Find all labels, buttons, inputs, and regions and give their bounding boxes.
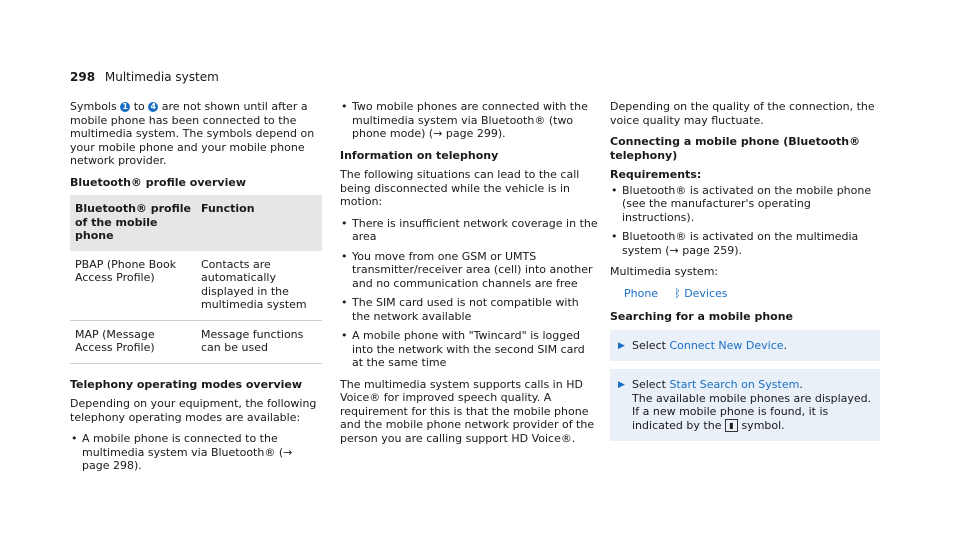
menu-phone[interactable]: Phone bbox=[624, 286, 659, 300]
section-title: Multimedia system bbox=[104, 70, 219, 84]
list-item: • Bluetooth® is activated on the multimedia system (→ page 259). bbox=[610, 230, 880, 257]
triangle-right-icon: ▶ bbox=[618, 340, 625, 351]
table-cell: Message functions can be used bbox=[196, 320, 322, 363]
column-3 bbox=[610, 100, 880, 441]
multimedia-system-label: Multimedia system: bbox=[610, 265, 719, 278]
symbol-1-icon: 1 bbox=[120, 102, 130, 112]
step-1: ▶ Select Connect New Device. bbox=[610, 330, 880, 362]
table-row bbox=[70, 251, 322, 321]
new-phone-icon: ▮ bbox=[725, 419, 738, 432]
list-item: • A mobile phone with "Twincard" is logged into the network with the second SIM card at the same time bbox=[340, 329, 598, 370]
disconnect-reasons-list bbox=[340, 217, 598, 370]
symbol-4-icon: 4 bbox=[148, 102, 158, 112]
profile-table bbox=[70, 195, 322, 364]
modes-list bbox=[70, 432, 322, 473]
telephony-modes-heading: Telephony operating modes overview bbox=[70, 377, 303, 391]
requirements-list bbox=[610, 184, 880, 258]
list-item: • You move from one GSM or UMTS transmitter/receiver area (cell) into another and no communication channels are free bbox=[340, 250, 598, 291]
bluetooth-icon: ᛒ bbox=[674, 286, 681, 300]
page-header bbox=[70, 70, 219, 84]
list-item: • A mobile phone is connected to the multimedia system via Bluetooth® (→ page 298). bbox=[70, 432, 322, 473]
start-search-link[interactable]: Start Search on System bbox=[669, 378, 800, 391]
table-row bbox=[70, 320, 322, 363]
list-item: • The SIM card used is not compatible with the network available bbox=[340, 296, 598, 323]
list-item: • Bluetooth® is activated on the mobile phone (see the manufacturer's operating instructions). bbox=[610, 184, 880, 225]
list-item: • There is insufficient network coverage in the area bbox=[340, 217, 598, 244]
symbols-paragraph: Symbols 1 to 4 are not shown until after a mobile phone has been connected to the multimedia system. The symbols depend on your mobile phone and your mobile phone network provider. bbox=[70, 100, 315, 167]
bluetooth-profile-heading: Bluetooth® profile overview bbox=[70, 175, 246, 189]
table-header-cell: Bluetooth® profile of the mobile phone bbox=[70, 195, 196, 251]
table-header-row bbox=[70, 195, 322, 251]
menu-devices[interactable]: Devices bbox=[684, 286, 728, 300]
telephony-modes-paragraph: Depending on your equipment, the following telephony operating modes are available: bbox=[70, 397, 317, 424]
disconnect-paragraph: The following situations can lead to the call being disconnected while the vehicle is in motion: bbox=[340, 168, 580, 208]
page-number: 298 bbox=[70, 70, 96, 84]
triangle-right-icon: ▶ bbox=[618, 380, 625, 390]
voice-quality-paragraph: Depending on the quality of the connection, the voice quality may fluctuate. bbox=[610, 100, 875, 127]
connect-new-device-link[interactable]: Connect New Device bbox=[669, 338, 784, 352]
connecting-phone-heading: Connecting a mobile phone (Bluetooth® telephony) bbox=[610, 135, 861, 162]
modes-list-continued bbox=[340, 100, 598, 141]
table-cell: Contacts are automatically displayed in the multimedia system bbox=[196, 251, 322, 321]
information-telephony-heading: Information on telephony bbox=[340, 148, 499, 162]
menu-path bbox=[610, 287, 880, 301]
table-cell: MAP (Message Access Profile) bbox=[70, 320, 196, 363]
column-2 bbox=[340, 100, 598, 453]
requirements-label: Requirements: bbox=[610, 168, 702, 181]
table-cell: PBAP (Phone Book Access Profile) bbox=[70, 251, 196, 321]
hd-voice-paragraph: The multimedia system supports calls in HD Voice® for improved speech quality. A requirement for this is that the mobile phone and the mobile phone network provider of the person you are calling support HD Voice®. bbox=[340, 377, 595, 445]
table-header-cell: Function bbox=[196, 195, 322, 251]
searching-phone-heading: Searching for a mobile phone bbox=[610, 310, 794, 323]
list-item: • Two mobile phones are connected with the multimedia system via Bluetooth® (two phone mode) (→ page 299). bbox=[340, 100, 598, 141]
column-1 bbox=[70, 100, 322, 481]
step-2: ▶ Select Start Search on System. The available mobile phones are displayed. If a new mobile phone is found, it is indicated by the ▮ symbol. bbox=[610, 369, 880, 441]
